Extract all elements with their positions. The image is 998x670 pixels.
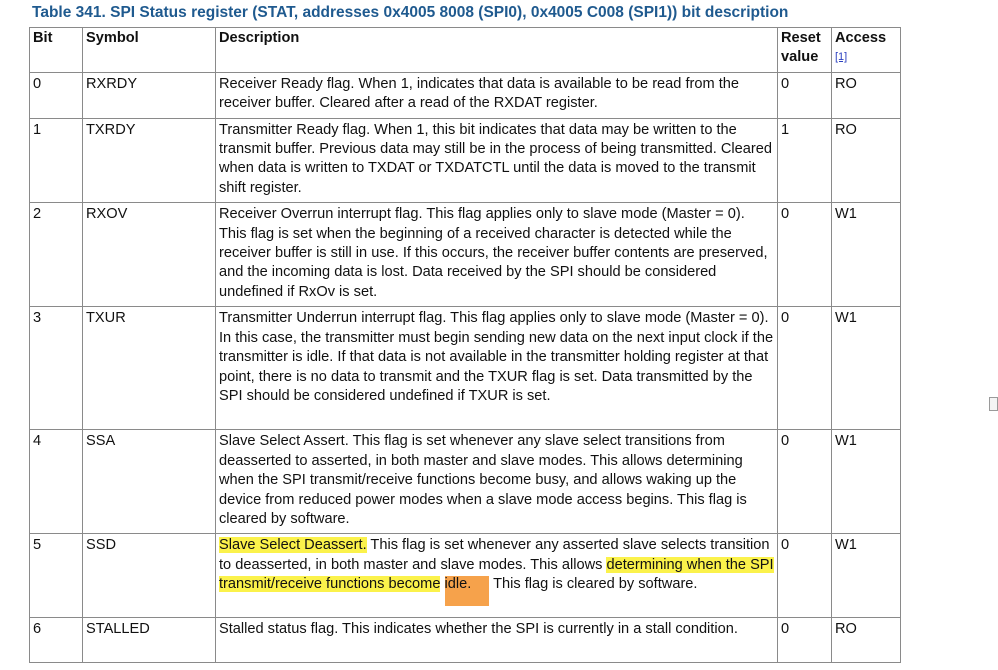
cell-reset: 0	[778, 430, 832, 534]
cell-bit: 6	[30, 618, 83, 663]
cell-symbol: RXRDY	[83, 72, 216, 118]
cell-symbol: TXUR	[83, 307, 216, 430]
cell-bit: 3	[30, 307, 83, 430]
cell-bit: 1	[30, 118, 83, 203]
highlight-orange: idle.	[445, 576, 490, 606]
cell-symbol: STALLED	[83, 618, 216, 663]
table-caption: Table 341. SPI Status register (STAT, addresses 0x4005 8008 (SPI0), 0x4005 C008 (SPI1)) bit description	[32, 4, 789, 21]
table-row	[30, 618, 901, 663]
cell-bit: 2	[30, 203, 83, 307]
description-text: This flag is set whenever any asserted slave selects transition to deasserted, in both master and slave modes. This allows	[219, 537, 770, 573]
footnote-link[interactable]: [1]	[835, 51, 848, 64]
cell-description: Receiver Ready flag. When 1, indicates that data is available to be read from the receiver buffer. Cleared after a read of the RXDAT register.	[216, 72, 778, 118]
cell-access: W1	[832, 534, 901, 618]
cell-description: Stalled status flag. This indicates whether the SPI is currently in a stall condition.	[216, 618, 778, 663]
highlight-yellow: Slave Select Deassert.	[219, 537, 367, 554]
cell-access: RO	[832, 72, 901, 118]
header-reset-value	[778, 28, 832, 73]
cell-reset: 0	[778, 618, 832, 663]
cell-reset: 0	[778, 72, 832, 118]
header-description: Description	[216, 28, 778, 73]
cell-description	[216, 534, 778, 618]
cell-bit: 4	[30, 430, 83, 534]
scrollbar-thumb[interactable]	[989, 397, 998, 411]
header-access	[832, 28, 901, 73]
spi-status-register-table	[29, 27, 901, 663]
cell-description: Receiver Overrun interrupt flag. This flag applies only to slave mode (Master = 0). This flag is set when the beginning of a received character is detected while the receiver buffer is still in use. If this occurs, the receiver buffer contents are preserved, and the incoming data is lost. Data received by the SPI should be considered undefined if RxOv is set.	[216, 203, 778, 307]
description-text: This flag is cleared by software.	[489, 576, 698, 593]
cell-access: W1	[832, 307, 901, 430]
cell-access: W1	[832, 430, 901, 534]
table-row	[30, 430, 901, 534]
header-reset-line1: Reset	[781, 30, 821, 46]
cell-access: W1	[832, 203, 901, 307]
table-row	[30, 118, 901, 203]
cell-bit: 5	[30, 534, 83, 618]
cell-symbol: SSD	[83, 534, 216, 618]
table-header-row	[30, 28, 901, 73]
cell-access: RO	[832, 618, 901, 663]
table-row	[30, 534, 901, 618]
cell-symbol: RXOV	[83, 203, 216, 307]
cell-description: Slave Select Assert. This flag is set whenever any slave select transitions from deasserted to asserted, in both master and slave modes. This allows determining when the SPI transmit/receive functions become busy, and allows waking up the device from reduced power modes when a slave mode access begins. This flag is cleared by software.	[216, 430, 778, 534]
header-symbol: Symbol	[83, 28, 216, 73]
cell-access: RO	[832, 118, 901, 203]
description-space	[440, 576, 444, 592]
header-access-label: Access	[835, 30, 887, 46]
cell-description: Transmitter Ready flag. When 1, this bit indicates that data may be written to the transmit buffer. Previous data may still be in the process of being transmitted. Cleared when data is written to TXDAT or TXDATCTL until the data is moved to the transmit shift register.	[216, 118, 778, 203]
header-bit: Bit	[30, 28, 83, 73]
highlight-yellow: determining when the SPI transmit/receive functions become	[219, 556, 774, 593]
cell-reset: 0	[778, 307, 832, 430]
cell-bit: 0	[30, 72, 83, 118]
table-row	[30, 72, 901, 118]
cell-reset: 0	[778, 534, 832, 618]
table-row	[30, 203, 901, 307]
cell-symbol: TXRDY	[83, 118, 216, 203]
cell-reset: 0	[778, 203, 832, 307]
table-row	[30, 307, 901, 430]
cell-symbol: SSA	[83, 430, 216, 534]
cell-reset: 1	[778, 118, 832, 203]
cell-description: Transmitter Underrun interrupt flag. This flag applies only to slave mode (Master = 0). In this case, the transmitter must begin sending new data on the next input clock if the transmitter is idle. If that data is not available in the transmitter holding register at that point, there is no data to transmit and the TXUR flag is set. Data transmitted by the SPI should be considered undefined if TXUR is set.	[216, 307, 778, 430]
header-reset-line2: value	[781, 49, 819, 66]
